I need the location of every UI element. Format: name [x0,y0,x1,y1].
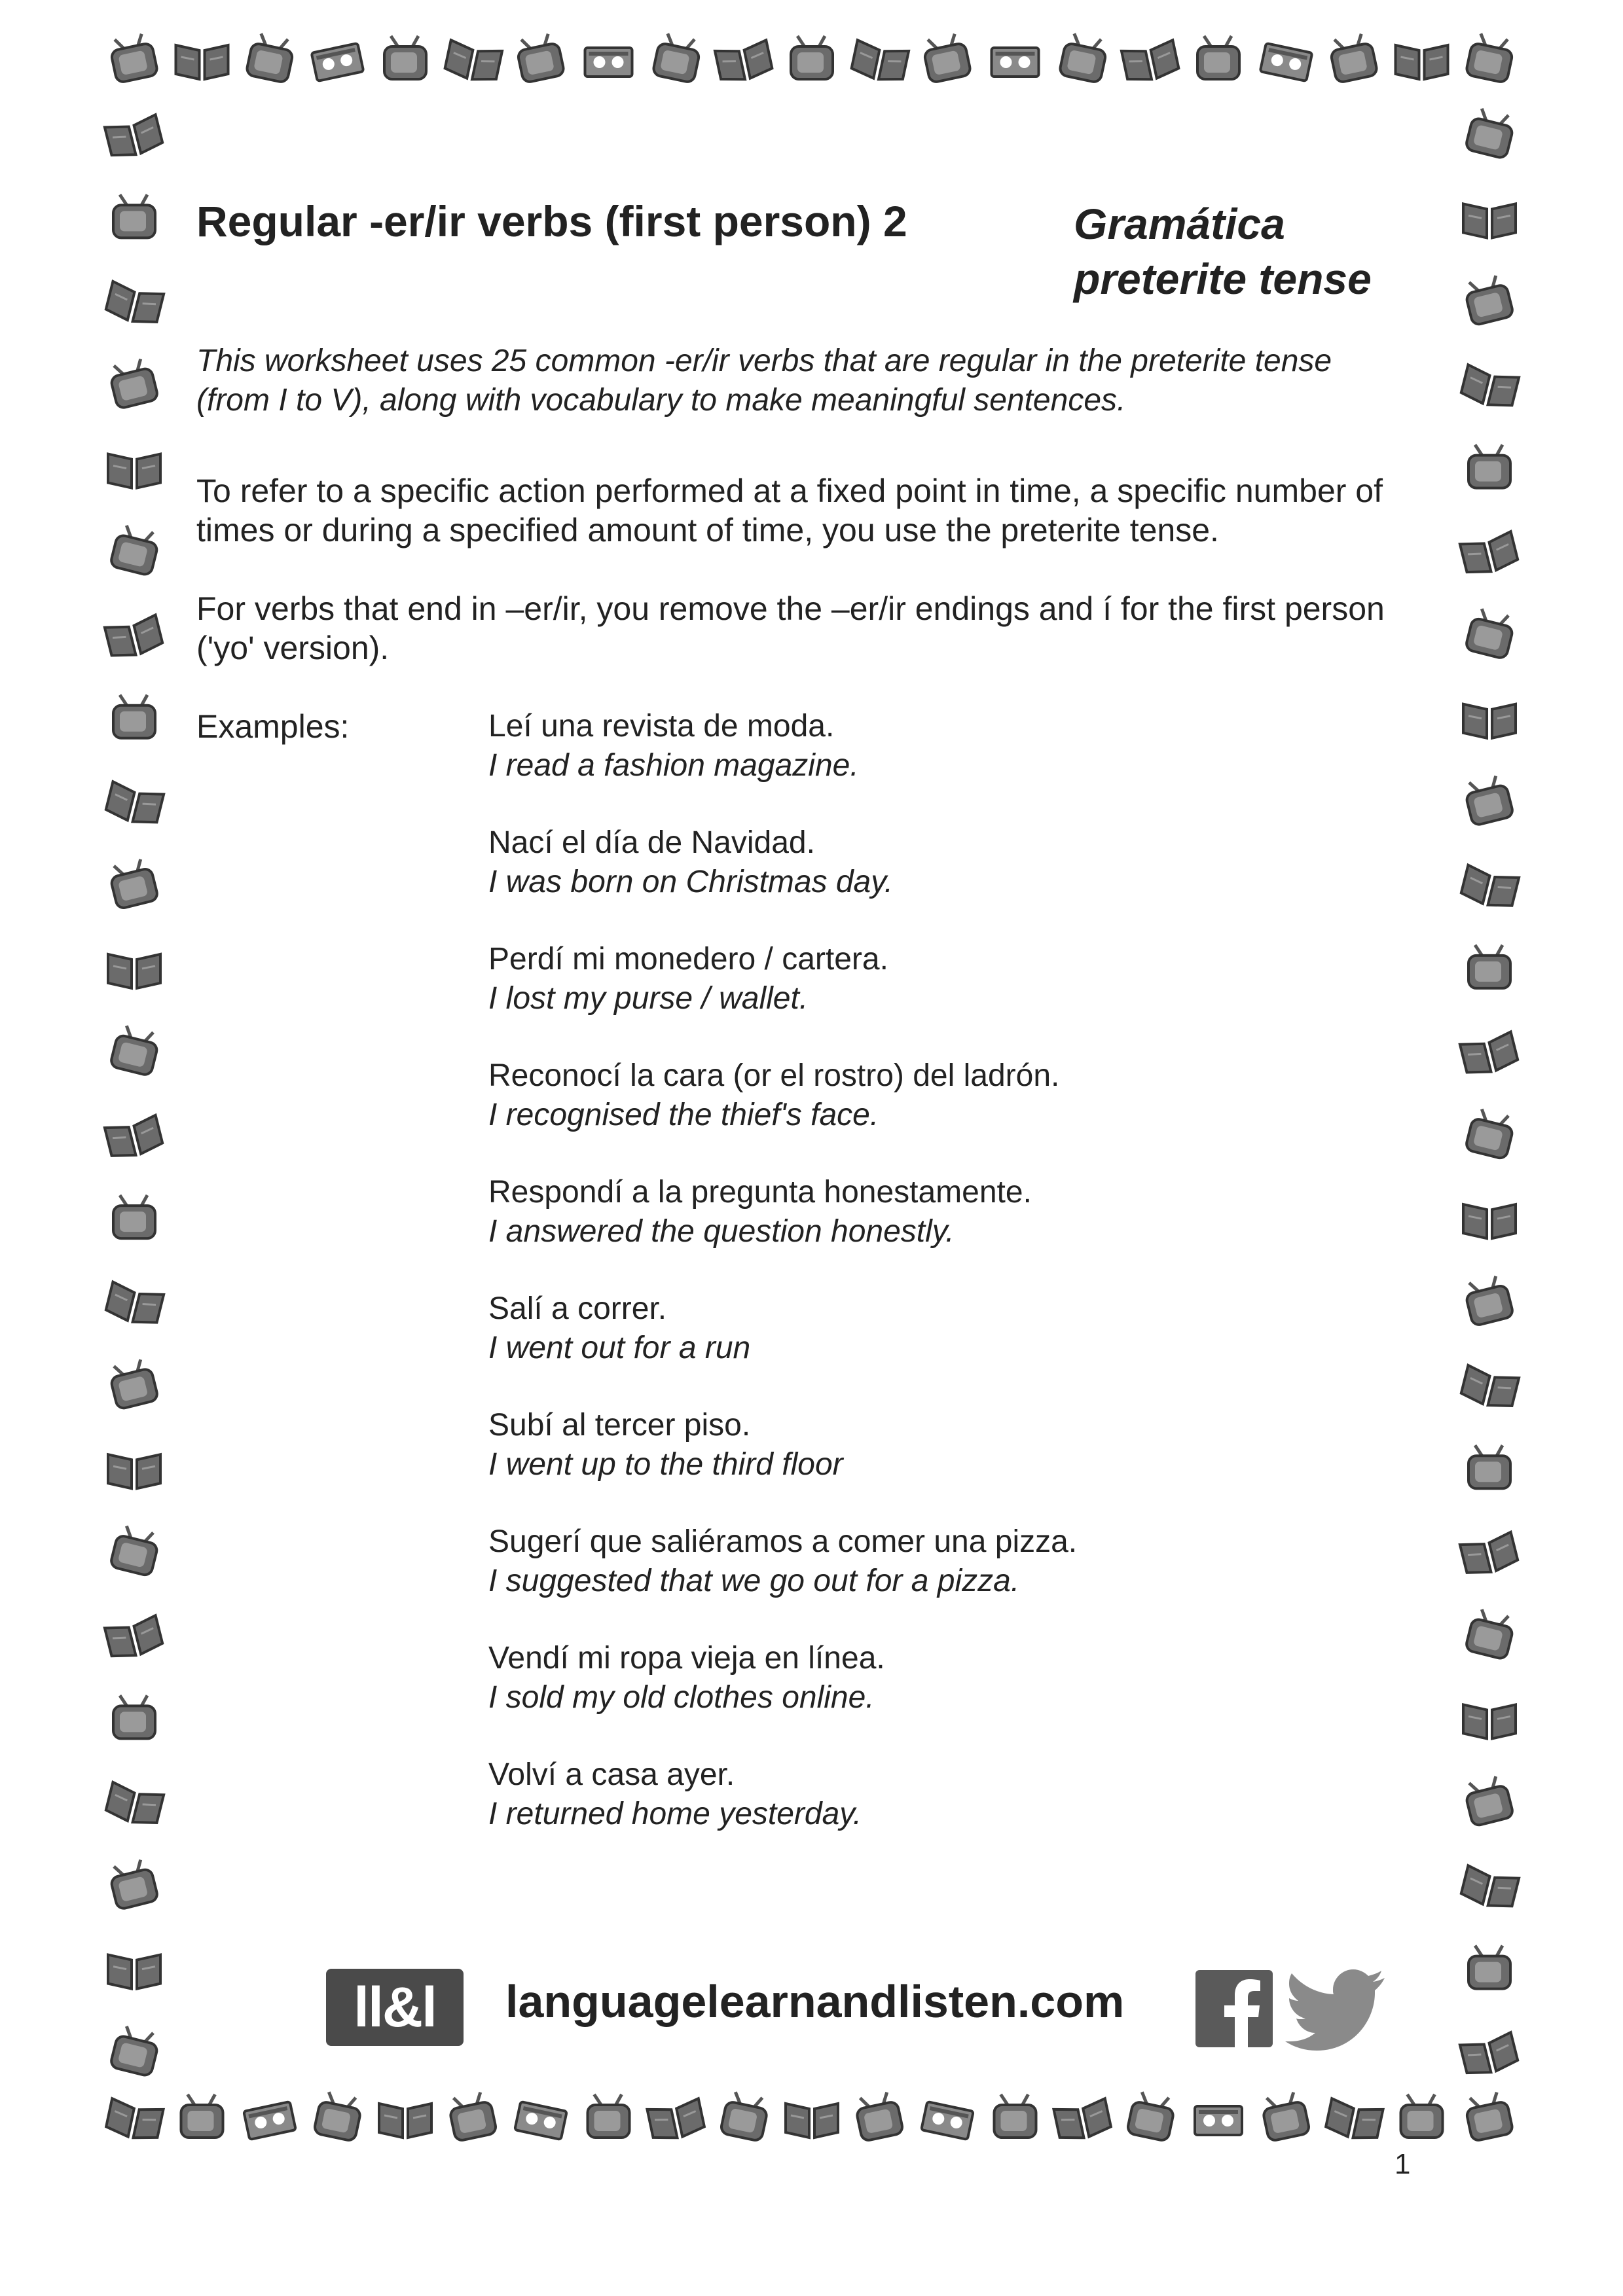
page-number: 1 [1395,2148,1411,2180]
tv-icon [921,32,971,83]
tv-icon [384,36,426,79]
example-english: I went up to the third floor [488,1447,843,1482]
example-item [488,823,1405,940]
tv-icon [1463,774,1514,827]
intro-text: This worksheet uses 25 common -er/ir verbs that are regular in the preterite tense (from I to V), along with vocabulary to make meaningful sentences. [196,344,1332,418]
example-spanish: Salí a correr. [488,1291,667,1326]
example-spanish: Sugerí que saliéramos a comer una pizza. [488,1524,1078,1559]
example-english: I read a fashion magazine. [488,748,859,783]
example-english: I went out for a run [488,1331,751,1365]
tv-icon [1465,1107,1516,1160]
tv-icon [1260,2090,1310,2142]
tv-icon [791,36,833,79]
book-icon [850,40,909,84]
example-english: I answered the question honestly. [488,1214,955,1249]
example-item [488,707,1405,823]
book-icon [105,115,164,160]
book-icon [176,45,228,79]
book-icon [105,1115,164,1161]
book-icon [1396,45,1448,79]
tv-icon [113,695,155,738]
tv-icon [107,1357,158,1410]
example-spanish: Subí al tercer piso. [488,1408,751,1443]
tv-icon [181,2094,223,2138]
example-item [488,1406,1405,1522]
tv-icon [994,2094,1036,2138]
tv-icon [1463,274,1514,326]
book-icon [1463,1204,1516,1238]
tv-icon [113,1695,155,1738]
tv-icon [1468,445,1510,488]
example-spanish: Perdí mi monedero / cartera. [488,942,888,977]
tv-icon [1468,1445,1510,1488]
tv-icon [652,32,702,83]
paragraph-1: To refer to a specific action performed at a fixed point in time, a specific number of times or during a specified amount of time, you use the preterite tense. [196,473,1383,548]
book-icon [1460,365,1519,410]
example-spanish: Leí una revista de moda. [488,709,835,744]
examples-list [488,707,1405,1872]
tv-icon [1463,2090,1513,2142]
website-link[interactable]: languagelearnandlisten.com [505,1976,1125,2027]
example-item [488,1755,1405,1872]
page-title: Regular -er/ir verbs (first person) 2 [196,197,907,245]
book-icon [105,2098,163,2142]
book-icon [1460,2032,1519,2078]
tv-icon [1127,2090,1176,2142]
facebook-icon[interactable] [1195,1970,1273,2047]
ticket-icon [992,48,1039,77]
example-spanish: Nací el día de Navidad. [488,825,815,860]
tv-icon [1465,32,1515,83]
tv-icon [1468,1946,1510,1989]
book-icon [715,40,773,84]
twitter-icon[interactable] [1283,1967,1388,2053]
example-item [488,940,1405,1056]
tv-icon [720,2090,770,2142]
book-icon [1463,1704,1516,1738]
book-icon [105,781,164,827]
example-item [488,1639,1405,1755]
book-icon [105,615,164,660]
ticket-icon [515,2102,567,2140]
paragraph-2: For verbs that end in –er/ir, you remove the –er/ir endings and í for the first person ('yo' version). [196,590,1385,666]
tv-icon [1468,945,1510,988]
example-english: I returned home yesterday. [488,1797,862,1831]
book-icon [1463,204,1516,238]
tv-icon [1465,107,1516,159]
tv-icon [854,2090,903,2142]
subject-heading [1074,196,1372,306]
example-english: I suggested that we go out for a pizza. [488,1564,1020,1598]
tv-icon [108,32,158,83]
tv-icon [1059,32,1108,83]
example-english: I was born on Christmas day. [488,865,894,899]
ticket-icon [1260,43,1313,81]
book-icon [105,1615,164,1661]
book-icon [108,1454,160,1488]
book-icon [647,2098,705,2142]
tv-icon [515,32,564,83]
example-item [488,1056,1405,1173]
tv-icon [110,524,161,576]
book-icon [1460,1031,1519,1077]
tv-icon [1465,607,1516,660]
subject-line-1: Gramática [1074,200,1285,248]
example-english: I recognised the thief's face. [488,1098,879,1132]
tv-icon [110,2024,161,2077]
example-english: I sold my old clothes online. [488,1680,875,1715]
tv-icon [1401,2094,1443,2138]
book-icon [1053,2098,1112,2142]
tv-icon [1465,1607,1516,1660]
book-icon [1324,2098,1383,2142]
example-english: I lost my purse / wallet. [488,981,809,1016]
book-icon [1460,531,1519,577]
example-spanish: Respondí a la pregunta honestamente. [488,1175,1032,1210]
tv-icon [314,2090,363,2142]
tv-icon [110,1024,161,1077]
book-icon [105,281,164,327]
ticket-icon [921,2102,974,2140]
site-logo: ll&l [326,1969,464,2046]
example-item [488,1289,1405,1406]
ticket-icon [312,43,364,81]
tv-icon [1463,1774,1514,1827]
ticket-icon [244,2102,296,2140]
book-icon [1460,865,1519,911]
tv-icon [113,1195,155,1238]
tv-icon [107,357,158,410]
book-icon [108,454,160,488]
book-icon [105,1282,164,1328]
examples-label: Examples: [196,708,350,745]
example-spanish: Vendí mi ropa vieja en línea. [488,1641,885,1676]
book-icon [379,2104,431,2138]
example-item [488,1522,1405,1639]
book-icon [1460,1365,1519,1411]
book-icon [1122,40,1180,84]
tv-icon [1197,36,1239,79]
example-spanish: Volví a casa ayer. [488,1757,735,1792]
book-icon [108,1955,160,1989]
tv-icon [1463,1274,1514,1327]
book-icon [1463,704,1516,738]
book-icon [105,1782,164,1828]
tv-icon [588,2094,630,2138]
book-icon [108,954,160,988]
tv-icon [1328,32,1377,83]
subject-line-2: preterite tense [1074,255,1372,303]
ticket-icon [585,48,632,77]
example-item [488,1173,1405,1289]
book-icon [444,40,502,84]
tv-icon [107,857,158,910]
tv-icon [110,1524,161,1577]
book-icon [1460,1865,1519,1911]
tv-icon [107,1858,158,1910]
tv-icon [246,32,295,83]
tv-icon [113,194,155,238]
book-icon [1460,1532,1519,1578]
example-spanish: Reconocí la cara (or el rostro) del ladrón. [488,1058,1060,1093]
book-icon [786,2104,838,2138]
ticket-icon [1195,2106,1242,2135]
tv-icon [447,2090,497,2142]
